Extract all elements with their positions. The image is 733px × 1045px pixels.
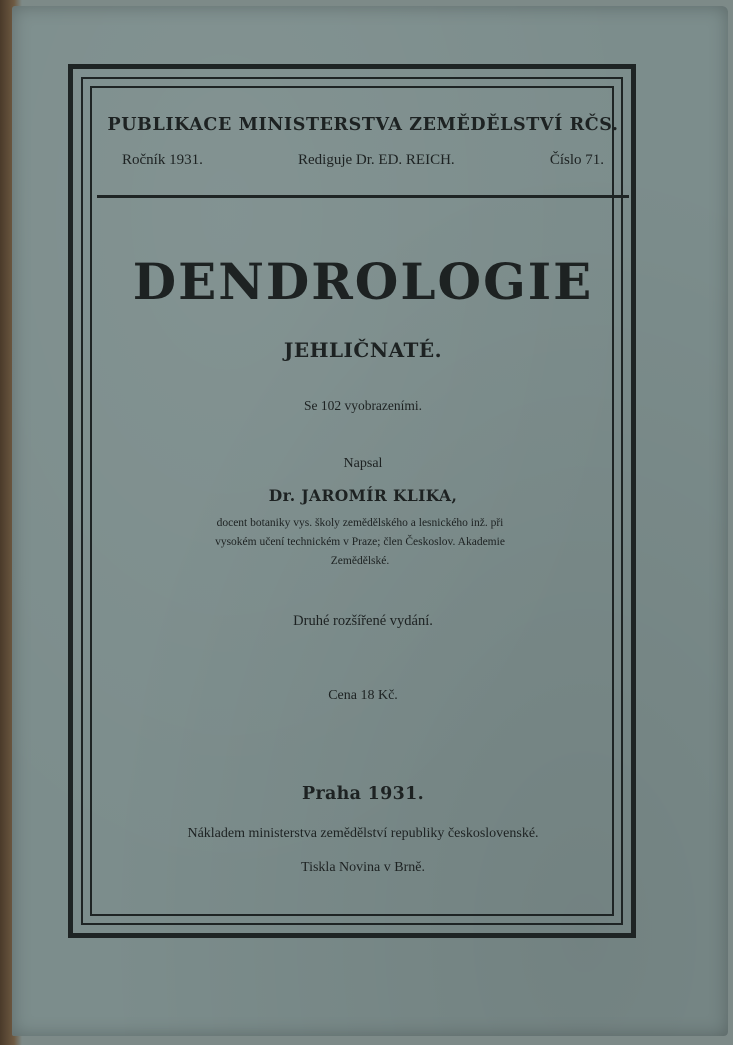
affiliation-line: Zemědělské. (330, 555, 390, 567)
written-by-label: Napsal (343, 456, 383, 471)
issue-number-label: Číslo 71. (549, 152, 604, 168)
series-title: PUBLIKACE MINISTERSTVA ZEMĚDĚLSTVÍ RČS. (107, 115, 619, 135)
affiliation-line: vysokém učení technickém v Praze; člen Českoslov. Akademie (215, 536, 505, 548)
author-name: Dr. JAROMÍR KLIKA, (268, 486, 458, 505)
illustrations-note: Se 102 vyobrazeními. (303, 398, 423, 413)
printer-note: Tiskla Novina v Brně. (301, 860, 425, 875)
author-affiliation (150, 514, 570, 571)
book-title: DENDROLOGIE (132, 252, 594, 311)
place-and-year: Praha 1931. (302, 784, 424, 804)
publication-meta-row (122, 152, 604, 169)
header-divider (97, 195, 629, 198)
affiliation-line: docent botaniky vys. školy zemědělského a lesnického inž. při (216, 517, 504, 529)
edition-note: Druhé rozšířené vydání. (293, 613, 433, 629)
price-label: Cena 18 Kč. (328, 688, 398, 703)
editor-label: Rediguje Dr. ED. REICH. (298, 152, 455, 168)
book-subtitle: JEHLIČNATÉ. (283, 338, 443, 362)
publisher-note: Nákladem ministerstva zemědělství republiky československé. (187, 826, 539, 841)
volume-label: Ročník 1931. (122, 152, 203, 168)
